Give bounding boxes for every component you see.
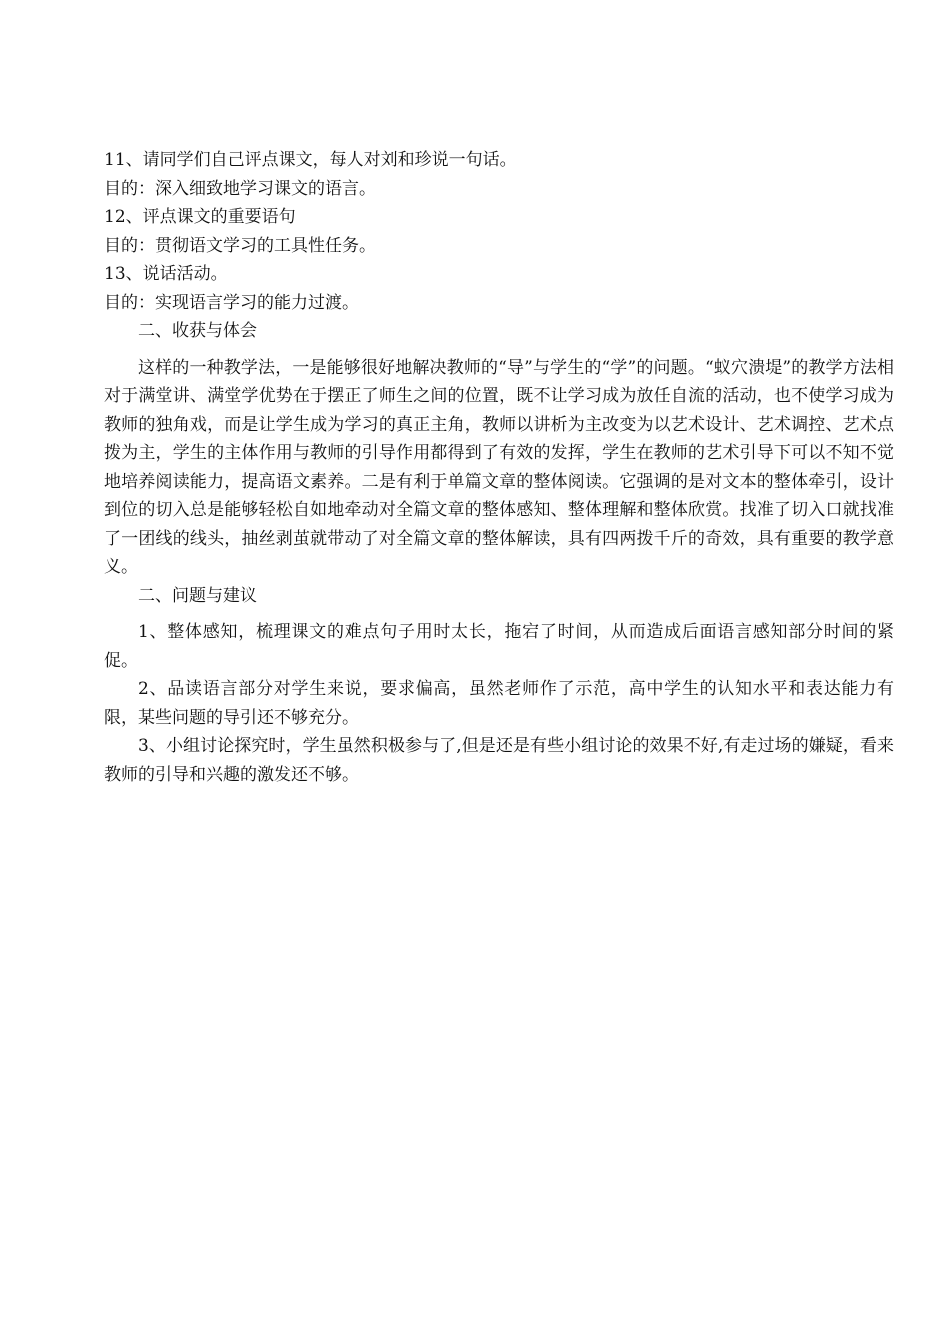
section-heading-gains: 二、收获与体会 — [138, 321, 257, 341]
step-11: 11、请同学们自己评点课文，每人对刘和珍说一句话。 — [104, 150, 517, 170]
step-11-purpose: 目的：深入细致地学习课文的语言。 — [104, 178, 376, 199]
issue-item-3: 3、小组讨论探究时，学生虽然积极参与了,但是还是有些小组讨论的效果不好,有走过场的嫌疑，看来教师的引导和兴趣的激发还不够。 — [104, 736, 894, 785]
issue-item-2: 2、品读语言部分对学生来说，要求偏高，虽然老师作了示范，高中学生的认知水平和表达能力有限，某些问题的导引还不够充分。 — [104, 679, 894, 728]
step-13: 13、说话活动。 — [104, 264, 228, 284]
document-body — [104, 146, 894, 789]
step-12-purpose: 目的：贯彻语文学习的工具性任务。 — [104, 235, 376, 256]
step-13-purpose: 目的：实现语言学习的能力过渡。 — [104, 292, 359, 313]
step-12: 12、评点课文的重要语句 — [104, 207, 296, 227]
issue-item-1: 1、整体感知，梳理课文的难点句子用时太长，拖宕了时间，从而造成后面语言感知部分时间的紧促。 — [104, 622, 894, 671]
section-heading-issues: 二、问题与建议 — [138, 585, 257, 606]
gains-paragraph: 这样的一种教学法，一是能够很好地解决教师的“导”与学生的“学”的问题。“蚁穴溃堤”的教学方法相对于满堂讲、满堂学优势在于摆正了师生之间的位置，既不让学习成为放任自流的活动，也不使学习成为教师的独角戏，而是让学生成为学习的真正主角，教师以讲析为主改变为以艺术设计、艺术调控、艺术点拨为主，学生的主体作用与教师的引导作用都得到了有效的发挥，学生在教师的艺术引导下可以不知不觉地培养阅读能力，提高语文素养。二是有利于单篇文章的整体阅读。它强调的是对文本的整体牵引，设计到位的切入总是能够轻松自如地牵动对全篇文章的整体感知、整体理解和整体欣赏。找准了切入口就找准了一团线的线头，抽丝剥茧就带动了对全篇文章的整体解读，具有四两拨千斤的奇效，具有重要的教学意义。 — [104, 357, 894, 577]
